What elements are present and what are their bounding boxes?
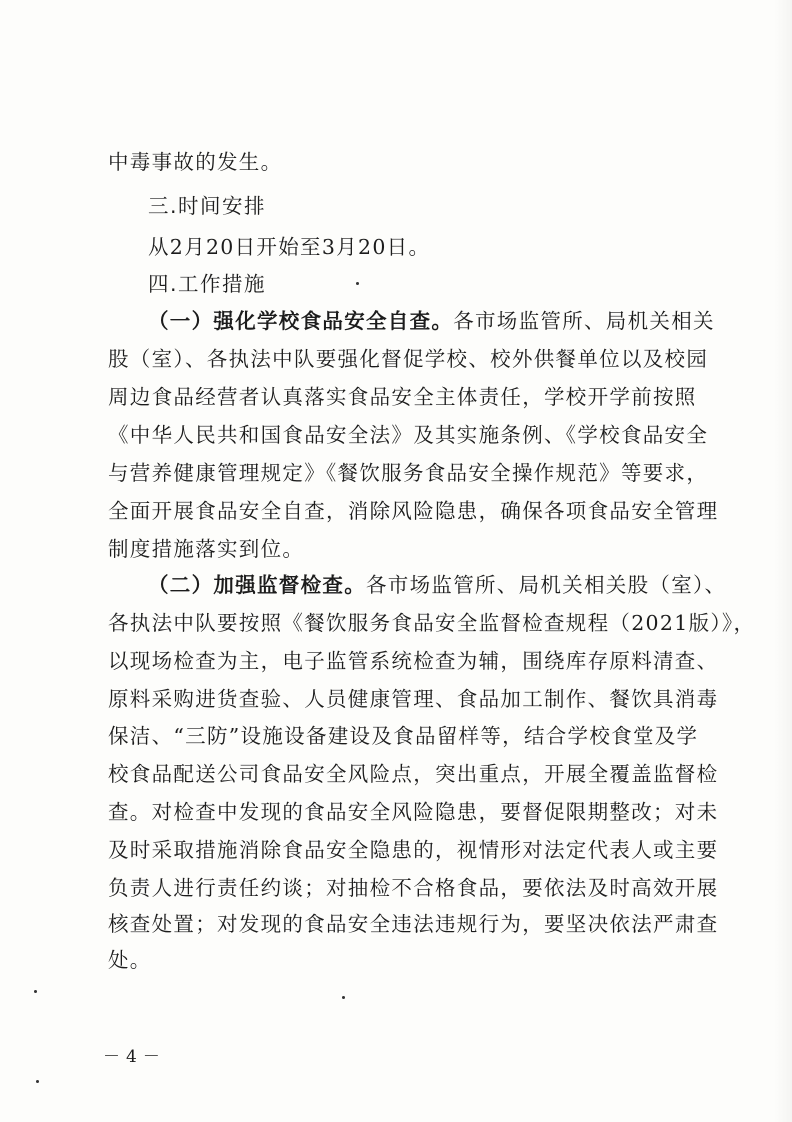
- item-2-line: 保洁、“三防”设施设备建设及食品留样等，结合学校食堂及学: [108, 724, 699, 748]
- item-1-line-text: 各市场监管所、局机关相关: [453, 309, 715, 333]
- item-2-line: 及时采取措施消除食品安全隐患的，视情形对法定代表人或主要: [108, 838, 719, 862]
- item-2-line: 负责人进行责任约谈；对抽检不合格食品，要依法及时高效开展: [108, 876, 719, 900]
- continuation-text: 中毒事故的发生。: [108, 150, 283, 174]
- item-1-first-line: [148, 307, 715, 335]
- scan-speck: [36, 1080, 39, 1083]
- item-1-line: 与营养健康管理规定》《餐饮服务食品安全操作规范》等要求，: [108, 461, 709, 485]
- scan-speck: [342, 996, 345, 999]
- scan-edge-shadow: [774, 0, 792, 1122]
- section-3-heading: 三.时间安排: [148, 194, 267, 218]
- scan-speck: [356, 282, 359, 285]
- item-1-lead: （一）强化学校食品安全自查。: [148, 309, 454, 333]
- item-2-line: 以现场检查为主，电子监管系统检查为辅，围绕库存原料清查、: [108, 649, 719, 673]
- item-2-line: 各执法中队要按照《餐饮服务食品安全监督检查规程（2021版）》，: [108, 611, 756, 635]
- scan-speck: [34, 990, 37, 993]
- item-2-lead: （二）加强监督检查。: [148, 573, 366, 597]
- page-number: －4－: [103, 1047, 166, 1067]
- item-2-line: 校食品配送公司食品安全风险点，突出重点，开展全覆盖监督检: [108, 762, 719, 786]
- item-2-first-line: [148, 571, 727, 599]
- item-1-line: 股（室）、各执法中队要强化督促学校、校外供餐单位以及校园: [108, 347, 709, 371]
- item-2-line: 处。: [108, 948, 152, 972]
- item-2-line: 核查处置；对发现的食品安全违法违规行为，要坚决依法严肃查: [108, 912, 719, 936]
- item-2-line: 查。对检查中发现的食品安全风险隐患，要督促限期整改；对未: [108, 800, 719, 824]
- item-2-line-text: 各市场监管所、局机关相关股（室）、: [366, 573, 727, 597]
- item-1-line: 全面开展食品安全自查，消除风险隐患，确保各项食品安全管理: [108, 499, 719, 523]
- section-3-text: 从2月20日开始至3月20日。: [148, 235, 431, 259]
- item-1-line: 周边食品经营者认真落实食品安全主体责任，学校开学前按照: [108, 385, 697, 409]
- item-2-line: 原料采购进货查验、人员健康管理、食品加工制作、餐饮具消毒: [108, 687, 719, 711]
- item-1-line: 《中华人民共和国食品安全法》及其实施条例、《学校食品安全: [108, 423, 709, 447]
- section-4-heading: 四.工作措施: [148, 272, 267, 296]
- item-1-line: 制度措施落实到位。: [108, 537, 305, 561]
